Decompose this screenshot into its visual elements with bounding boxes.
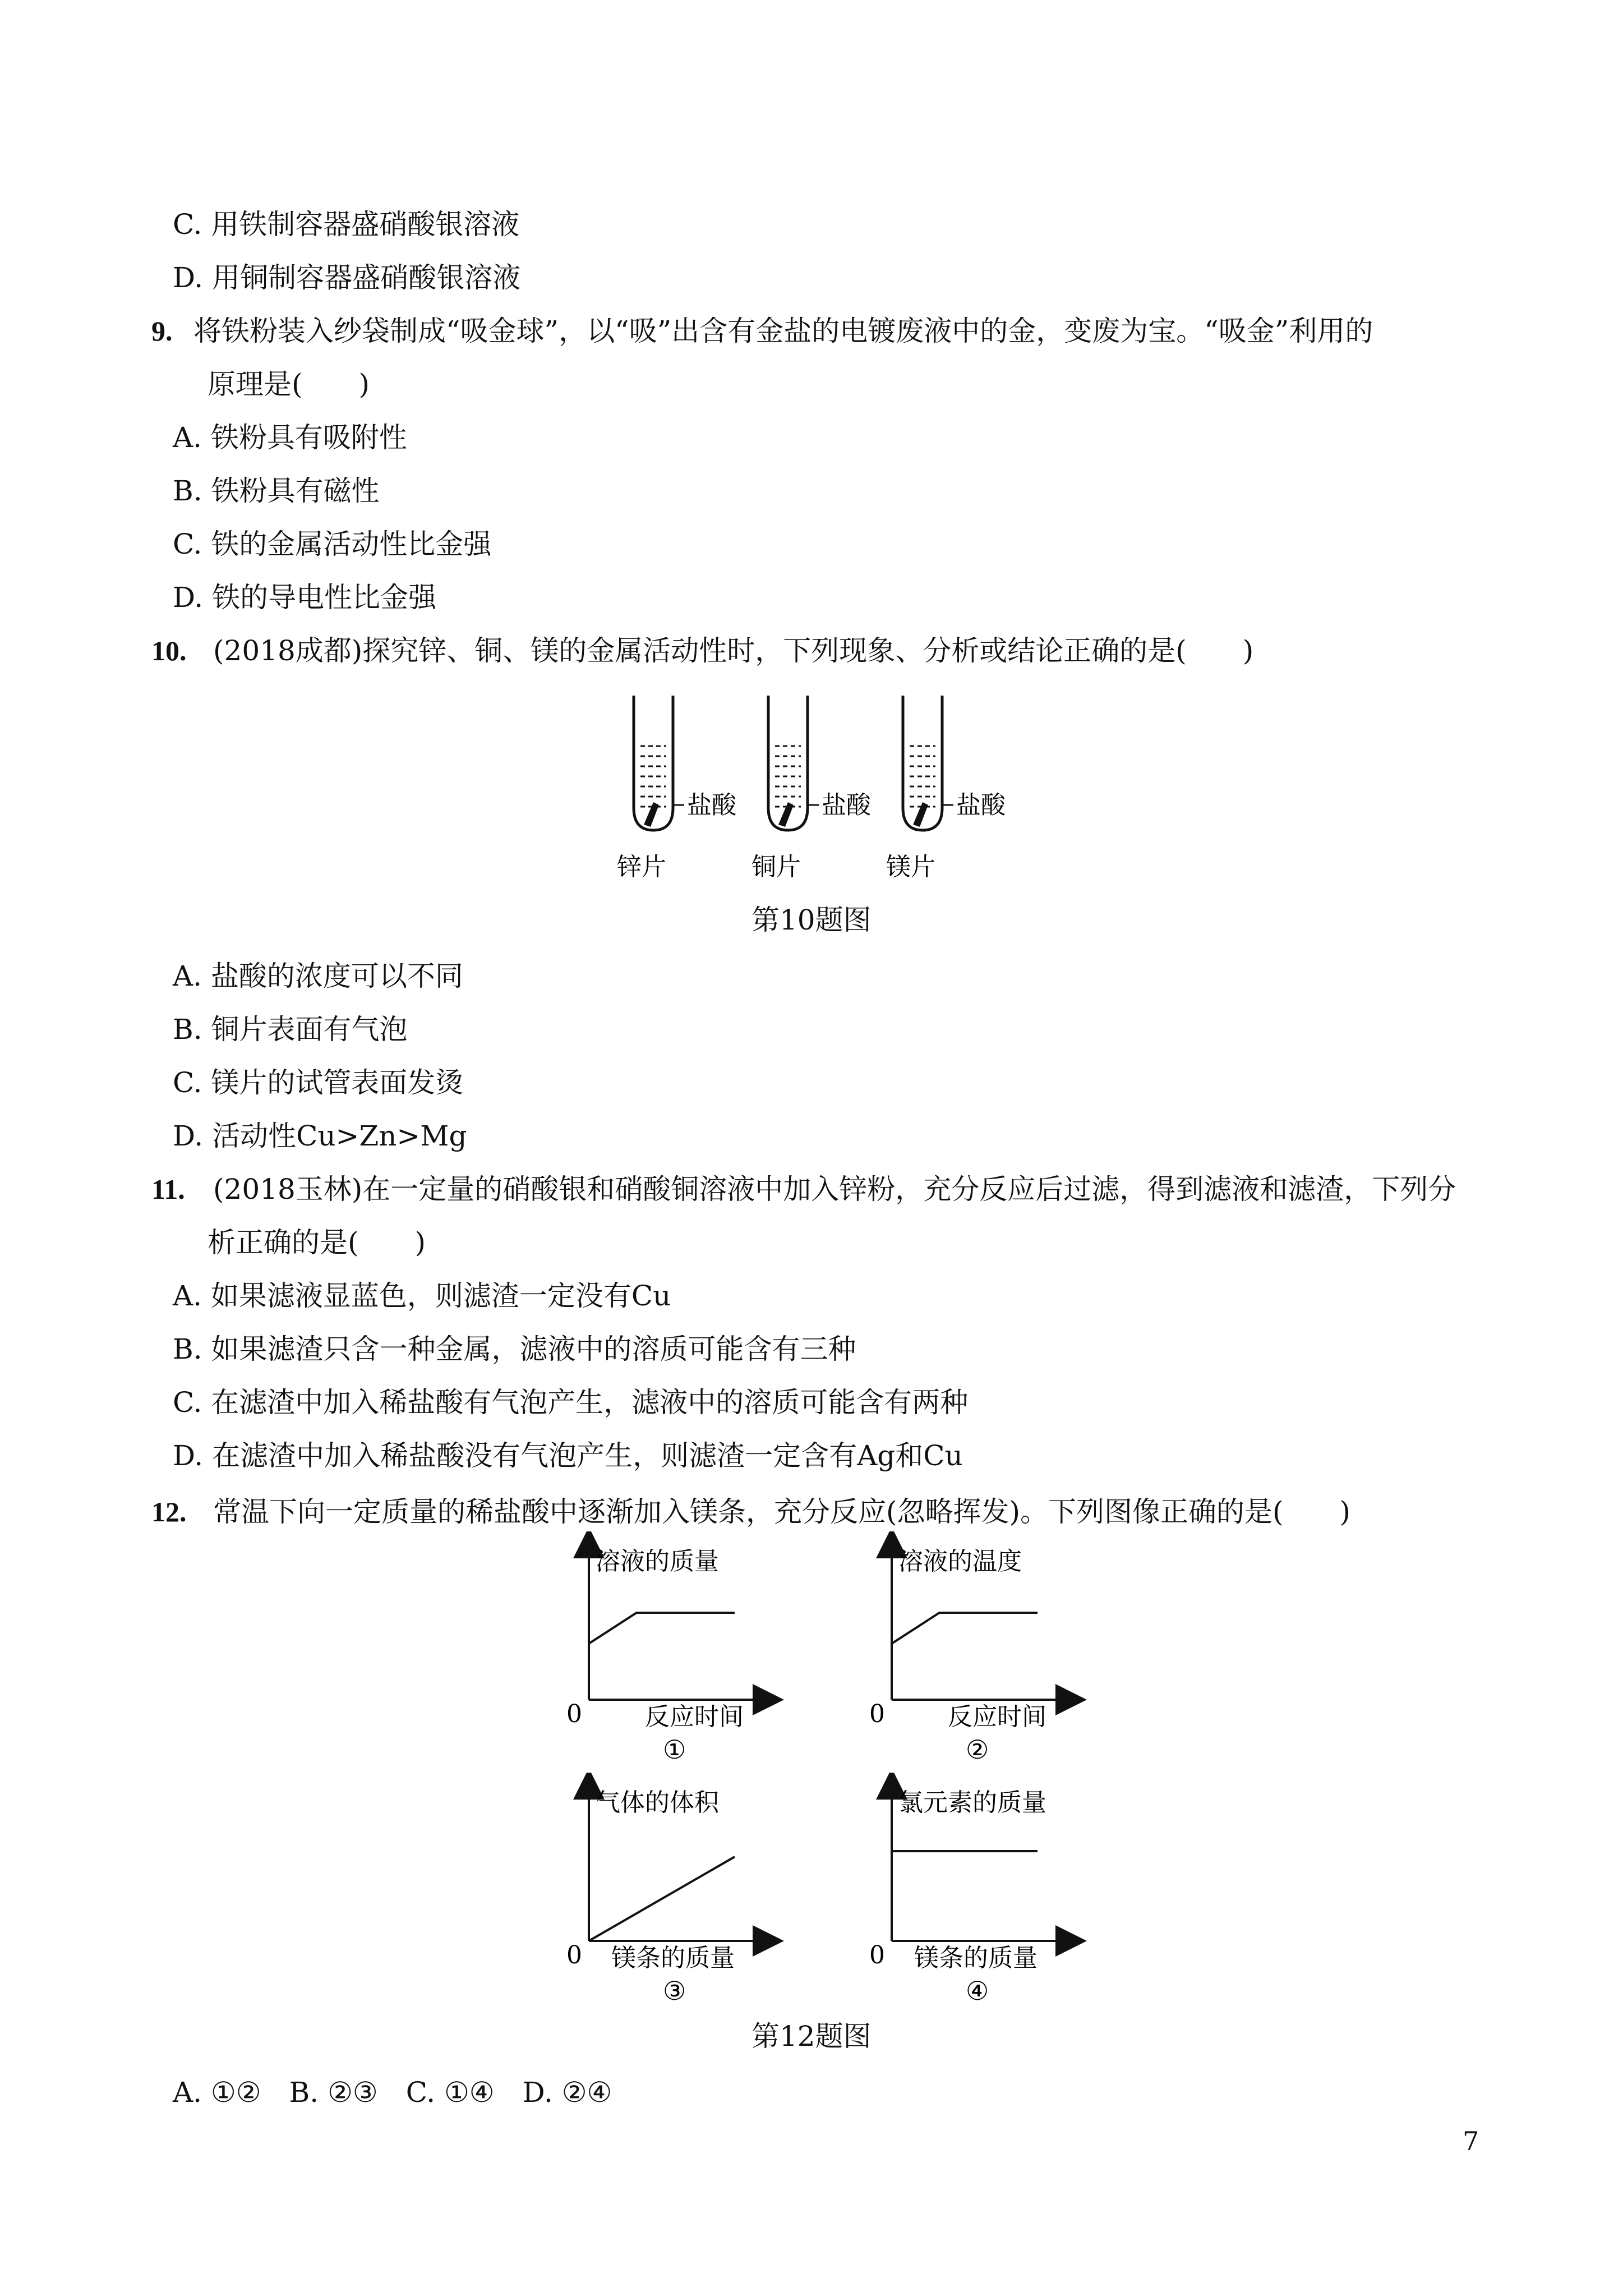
q9-option-b: B. 铁粉具有磁性: [173, 475, 380, 507]
q10-option-d: D. 活动性Cu>Zn>Mg: [173, 1120, 467, 1152]
q12-number: 12.: [151, 1496, 187, 1527]
graph-3-origin: 0: [566, 1941, 582, 1970]
tube-label-zinc: 锌片: [617, 853, 666, 881]
graph-3-marker: ③: [663, 1976, 686, 2006]
q8-option-d: D. 用铜制容器盛硝酸银溶液: [173, 261, 521, 294]
acid-label: 盐酸: [822, 791, 871, 820]
q10-test-tube-figure: [606, 690, 1032, 892]
graph-1-xlabel: 反应时间: [645, 1703, 744, 1731]
q12-figure-caption: 第12题图: [751, 2020, 872, 2053]
graph-2-origin: 0: [869, 1700, 885, 1728]
q11-option-c: C. 在滤渣中加入稀盐酸有气泡产生，滤液中的溶质可能含有两种: [173, 1386, 969, 1419]
graph-4-origin: 0: [869, 1941, 885, 1970]
q12-graph-4: [864, 1773, 1122, 2008]
q11-option-d: D. 在滤渣中加入稀盐酸没有气泡产生，则滤渣一定含有Ag和Cu: [173, 1439, 963, 1472]
graph-3-ylabel: 气体的体积: [596, 1788, 719, 1817]
acid-label: 盐酸: [956, 791, 1006, 820]
graph-1-ylabel: 溶液的质量: [596, 1547, 719, 1576]
test-tube-zinc: [617, 696, 737, 881]
q11-option-b: B. 如果滤渣只含一种金属，滤液中的溶质可能含有三种: [173, 1333, 856, 1365]
graph-2-xlabel: 反应时间: [948, 1703, 1046, 1731]
q10-option-b: B. 铜片表面有气泡: [173, 1013, 408, 1046]
q10-number: 10.: [151, 635, 187, 666]
graph-4-ylabel: 氯元素的质量: [898, 1788, 1046, 1817]
graph-2-curve: [892, 1613, 1038, 1644]
q9-stem-line2: 原理是( ): [208, 368, 370, 401]
graph-4-xlabel: 镁条的质量: [914, 1944, 1038, 1972]
graph-1-marker: ①: [663, 1734, 686, 1765]
page-number: 7: [1463, 2126, 1479, 2156]
acid-label: 盐酸: [687, 791, 736, 820]
q11-option-a: A. 如果滤液显蓝色，则滤渣一定没有Cu: [173, 1280, 671, 1312]
graph-2-ylabel: 溶液的温度: [898, 1547, 1022, 1576]
q11-number: 11.: [151, 1174, 185, 1205]
q12-answer-options: A. ①② B. ②③ C. ①④ D. ②④: [173, 2076, 612, 2109]
graph-1-curve: [589, 1613, 735, 1644]
q11-stem-line1: (2018玉林)在一定量的硝酸银和硝酸铜溶液中加入锌粉，充分反应后过滤，得到滤液和滤渣，下列分: [213, 1173, 1456, 1205]
test-tube-copper: [751, 696, 872, 881]
q9-stem-line1: 将铁粉装入纱袋制成“吸金球”，以“吸”出含有金盐的电镀废液中的金，变废为宝。“吸金”利用的: [193, 315, 1373, 347]
tube-label-copper: 铜片: [751, 853, 801, 881]
q10-stem: (2018成都)探究锌、铜、镁的金属活动性时，下列现象、分析或结论正确的是( ): [213, 634, 1254, 667]
graph-1-origin: 0: [566, 1700, 582, 1728]
tube-label-magnesium: 镁片: [886, 853, 935, 881]
q10-figure-caption: 第10题图: [751, 904, 872, 936]
test-tube-magnesium: [886, 696, 1006, 881]
q9-option-d: D. 铁的导电性比金强: [173, 581, 437, 614]
q12-stem: 常温下向一定质量的稀盐酸中逐渐加入镁条，充分反应(忽略挥发)。下列图像正确的是( ): [213, 1496, 1351, 1528]
q9-option-c: C. 铁的金属活动性比金强: [173, 528, 492, 560]
graph-3-xlabel: 镁条的质量: [611, 1944, 735, 1972]
q9-number: 9.: [151, 315, 173, 347]
q12-graph-1: [561, 1531, 808, 1767]
graph-4-marker: ④: [966, 1976, 989, 2006]
q10-option-c: C. 镁片的试管表面发烫: [173, 1066, 464, 1099]
q9-option-a: A. 铁粉具有吸附性: [173, 421, 407, 454]
q11-stem-line2: 析正确的是( ): [208, 1226, 426, 1259]
graph-3-curve: [589, 1857, 735, 1941]
q10-option-a: A. 盐酸的浓度可以不同: [173, 960, 463, 992]
q12-graph-2: [864, 1531, 1110, 1767]
q8-option-c: C. 用铁制容器盛硝酸银溶液: [173, 208, 520, 241]
graph-2-marker: ②: [966, 1734, 989, 1765]
q12-graph-3: [561, 1773, 808, 2008]
